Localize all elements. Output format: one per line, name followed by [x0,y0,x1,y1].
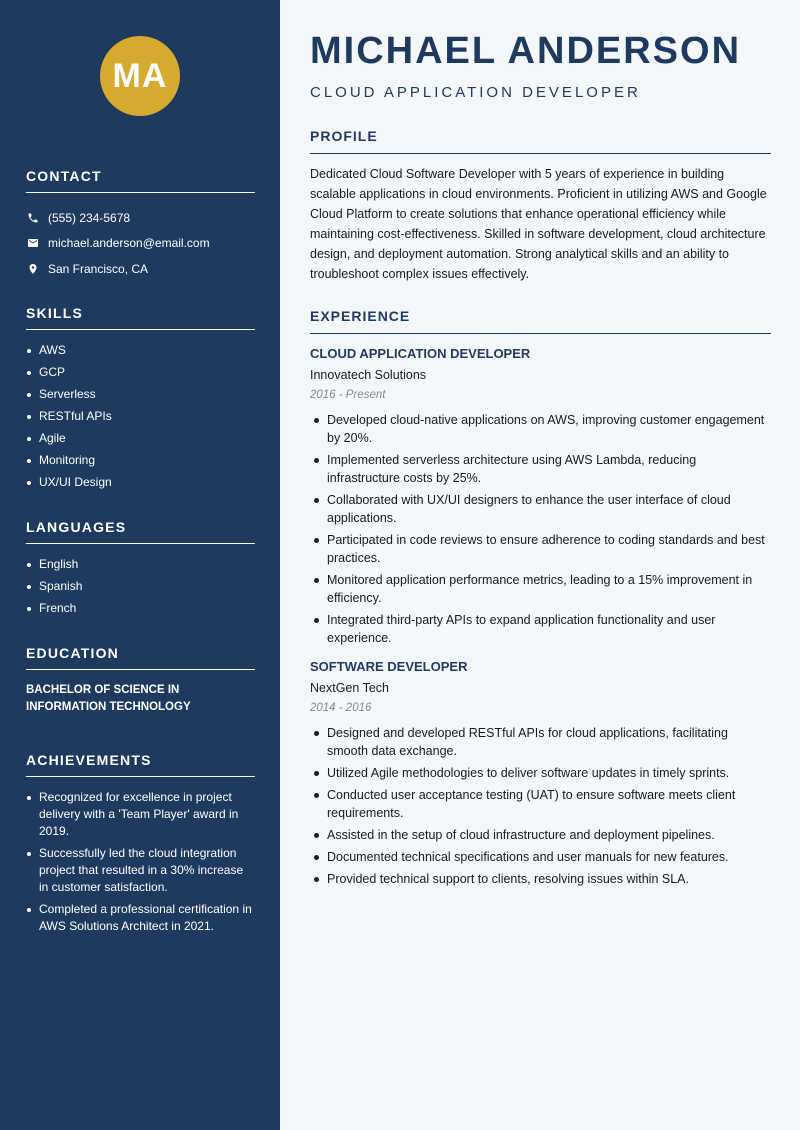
job-entry [310,346,771,647]
degree-line-1: BACHELOR OF SCIENCE IN [26,684,180,696]
job-bullet: Collaborated with UX/UI designers to enhance the user interface of cloud applications. [310,491,771,527]
job-bullet: Documented technical specifications and user manuals for new features. [310,848,771,866]
skill-item: Monitoring [26,452,255,469]
achievements-heading: ACHIEVEMENTS [26,752,255,777]
job-title: CLOUD APPLICATION DEVELOPER [310,346,531,361]
skills-list [26,342,255,491]
skill-item: RESTful APIs [26,408,255,425]
profile-text: Dedicated Cloud Software Developer with 5 years of experience in building scalable applications in cloud environments. Proficient in utilizing AWS and Google Cloud Platform to create solutions that enhance operational efficiency while maintaining cost-effectiveness. Skilled in software development, cloud architecture design, and deployment automation. Strong analytical skills and an ability to troubleshoot complex issues effectively. [310,167,767,281]
job-bullet: Developed cloud-native applications on AWS, improving customer engagement by 20%. [310,411,771,447]
language-item: Spanish [26,578,255,595]
company-name: NextGen Tech [310,681,389,695]
company-name: Innovatech Solutions [310,368,427,382]
contact-heading: CONTACT [26,168,255,193]
main-content [280,0,800,1130]
skills-section [26,305,255,496]
skill-item: AWS [26,342,255,359]
contact-section [26,168,255,282]
achievements-list [26,789,255,935]
education-section [26,645,255,716]
experience-heading: EXPERIENCE [310,308,771,334]
education-heading: EDUCATION [26,645,255,670]
job-bullet: Provided technical support to clients, resolving issues within SLA. [310,870,771,888]
job-title: SOFTWARE DEVELOPER [310,659,468,674]
job-bullet: Participated in code reviews to ensure adherence to coding standards and best practices. [310,531,771,567]
phone-icon [26,211,40,225]
job-bullets [310,411,771,647]
job-bullet: Utilized Agile methodologies to deliver software updates in timely sprints. [310,764,771,782]
achievement-item: Recognized for excellence in project delivery with a 'Team Player' award in 2019. [26,789,255,840]
job-dates: 2014 - 2016 [310,702,372,714]
degree-line-2: INFORMATION TECHNOLOGY [26,701,191,713]
contact-location [26,256,255,282]
contact-email [26,231,255,257]
job-bullet: Designed and developed RESTful APIs for cloud applications, facilitating smooth data exchange. [310,724,771,760]
job-dates: 2016 - Present [310,389,386,401]
profile-heading: PROFILE [310,128,771,154]
languages-heading: LANGUAGES [26,519,255,544]
achievements-section [26,752,255,940]
candidate-title: CLOUD APPLICATION DEVELOPER [310,84,641,101]
language-item: English [26,556,255,573]
achievement-item: Successfully led the cloud integration project that resulted in a 30% increase in customer satisfaction. [26,845,255,896]
skills-heading: SKILLS [26,305,255,330]
job-bullet: Monitored application performance metrics, leading to a 15% improvement in efficiency. [310,571,771,607]
location-text: San Francisco, CA [48,261,149,276]
profile-section [310,128,771,284]
job-entry [310,659,771,888]
skill-item: Agile [26,430,255,447]
email-text: michael.anderson@email.com [48,236,210,251]
skill-item: Serverless [26,386,255,403]
job-bullet: Conducted user acceptance testing (UAT) to ensure software meets client requirements. [310,786,771,822]
experience-section [310,308,771,892]
skill-item: UX/UI Design [26,474,255,491]
languages-section [26,519,255,622]
job-bullets [310,724,771,888]
skill-item: GCP [26,364,255,381]
location-pin-icon [26,262,40,276]
job-bullet: Assisted in the setup of cloud infrastructure and deployment pipelines. [310,826,771,844]
candidate-name: MICHAEL ANDERSON [310,30,742,72]
avatar: MA [100,36,180,116]
languages-list [26,556,255,617]
sidebar [0,0,280,1130]
email-icon [26,236,40,250]
job-bullet: Implemented serverless architecture using AWS Lambda, reducing infrastructure costs by 25%. [310,451,771,487]
job-bullet: Integrated third-party APIs to expand application functionality and user experience. [310,611,771,647]
phone-text: (555) 234-5678 [48,210,131,225]
contact-phone [26,205,255,231]
language-item: French [26,600,255,617]
achievement-item: Completed a professional certification in AWS Solutions Architect in 2021. [26,901,255,935]
